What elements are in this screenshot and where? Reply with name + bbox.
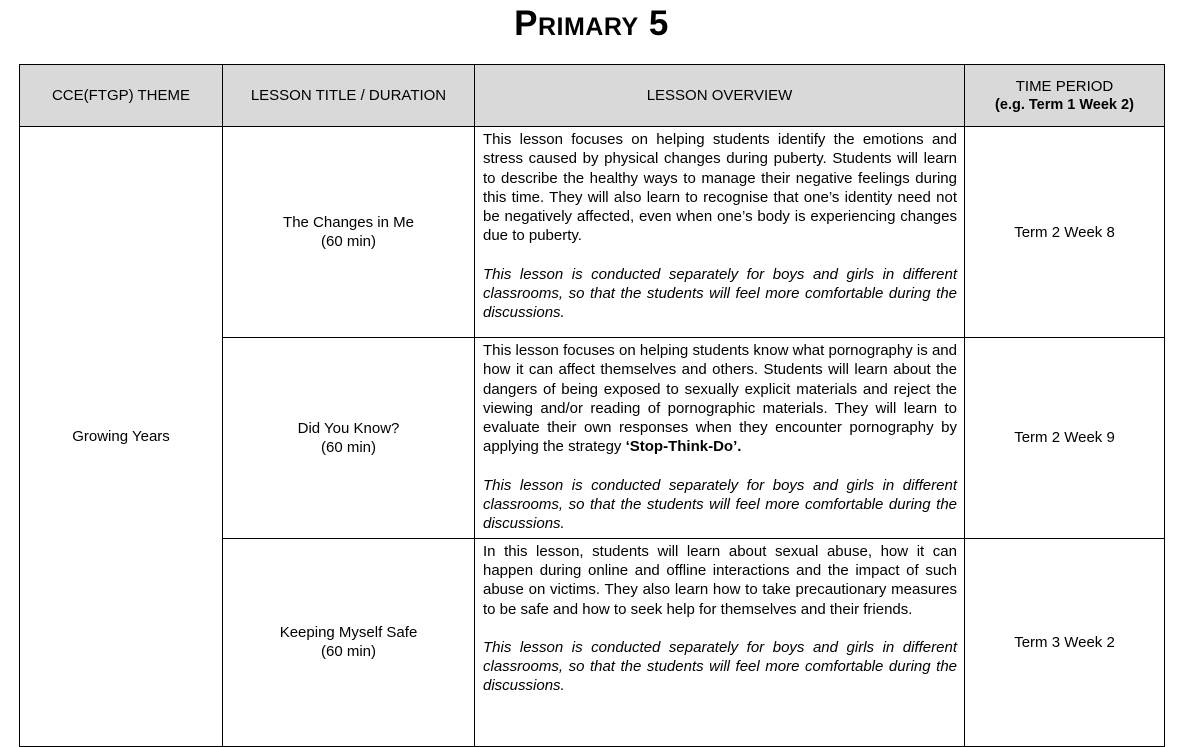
time-period-cell: Term 2 Week 8 bbox=[965, 127, 1165, 338]
lesson-overview-body-text: This lesson focuses on helping students know what pornography is and how it can affect themselves and others. Students will learn about the dangers of being exposed to sexually explicit materials and reject the viewing and/or reading of pornographic materials. They will learn to evaluate their own responses when they encounter pornography by applying the strategy bbox=[483, 342, 957, 456]
lesson-duration-label: (60 min) bbox=[320, 438, 376, 456]
lesson-overview-body bbox=[483, 341, 957, 457]
lesson-overview-strategy-emphasis: ‘Stop-Think-Do’. bbox=[625, 438, 742, 456]
table-row bbox=[20, 127, 1165, 338]
lesson-duration-label: (60 min) bbox=[320, 233, 376, 250]
lesson-schedule-table bbox=[19, 64, 1165, 747]
column-header-theme: CCE(FTGP) THEME bbox=[20, 65, 223, 127]
column-header-time-period-example: (e.g. Term 1 Week 2) bbox=[995, 96, 1134, 113]
lesson-overview-cell bbox=[475, 338, 965, 539]
lesson-title-label: Keeping Myself Safe bbox=[279, 624, 418, 642]
lesson-title-cell bbox=[223, 538, 475, 746]
lesson-duration-label: (60 min) bbox=[320, 643, 376, 661]
table-header-row bbox=[20, 65, 1165, 127]
time-period-cell: Term 3 Week 2 bbox=[965, 538, 1165, 746]
column-header-time-period-label: TIME PERIOD bbox=[1015, 77, 1114, 95]
lesson-title-label: The Changes in Me bbox=[283, 214, 414, 231]
lesson-overview-cell bbox=[475, 127, 965, 338]
lesson-overview-note: This lesson is conducted separately for boys and girls in different classrooms, so that the students will feel more comfortable during the discussions. bbox=[483, 265, 957, 322]
page-title: Primary 5 bbox=[514, 4, 669, 43]
column-header-lesson-overview: LESSON OVERVIEW bbox=[475, 65, 965, 127]
lesson-title-cell bbox=[223, 338, 475, 539]
lesson-overview-note: This lesson is conducted separately for boys and girls in different classrooms, so that the students will feel more comfortable during the discussions. bbox=[483, 476, 957, 533]
lesson-overview-cell bbox=[475, 538, 965, 746]
lesson-overview-body: In this lesson, students will learn about sexual abuse, how it can happen during online and offline interactions and the impact of such abuse on victims. They also learn how to take precautionary measures to be safe and how to seek help for themselves and their friends. bbox=[483, 542, 957, 618]
theme-cell: Growing Years bbox=[20, 127, 223, 747]
column-header-time-period bbox=[965, 65, 1165, 127]
lesson-overview-note: This lesson is conducted separately for boys and girls in different classrooms, so that the students will feel more comfortable during the discussions. bbox=[483, 638, 957, 695]
lesson-overview-body: This lesson focuses on helping students identify the emotions and stress caused by physical changes during puberty. Students will learn to describe the healthy ways to manage their negative feelings during this time. They will also learn to recognise that one’s identity need not be negatively affected, even when one’s body is experiencing changes due to puberty. bbox=[483, 131, 957, 245]
lesson-title-label: Did You Know? bbox=[297, 419, 400, 437]
column-header-lesson-title-duration: LESSON TITLE / DURATION bbox=[223, 65, 475, 127]
time-period-cell: Term 2 Week 9 bbox=[965, 338, 1165, 539]
lesson-title-cell bbox=[223, 127, 475, 338]
